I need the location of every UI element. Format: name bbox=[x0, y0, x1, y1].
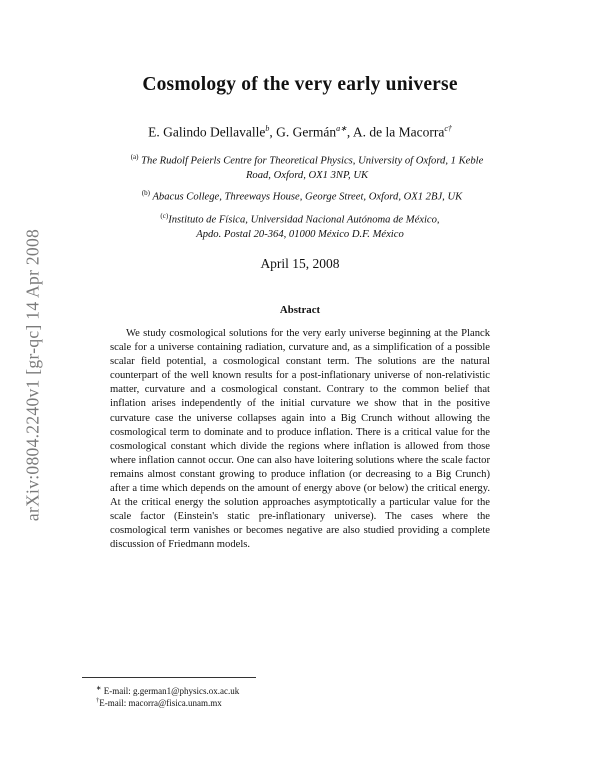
author-mark: a∗ bbox=[336, 124, 347, 133]
affiliation-line: Instituto de Física, Universidad Nacional Autónoma de México, bbox=[168, 214, 440, 226]
paper-title: Cosmology of the very early universe bbox=[142, 74, 458, 95]
affiliation-mark: (b) bbox=[141, 189, 150, 197]
author-name: E. Galindo Dellavalle bbox=[148, 124, 266, 140]
affiliation-c bbox=[120, 209, 480, 242]
affiliation-line: Road, Oxford, OX1 3NP, UK bbox=[245, 169, 369, 181]
footnote-mark: ∗ bbox=[96, 685, 102, 692]
affiliation-mark: (a) bbox=[130, 153, 139, 161]
arxiv-stamp bbox=[8, 195, 58, 555]
affiliation-b bbox=[92, 186, 512, 205]
footnote-2 bbox=[96, 695, 222, 709]
abstract-heading: Abstract bbox=[279, 304, 321, 316]
author-list: E. Galindo Dellavalle$^b$, G. Germán$^{a∗}$, A. de la Macorra$^{c\dagger}$ bbox=[148, 124, 452, 140]
abstract-body: We study cosmological solutions for the very early universe beginning at the Planck scale for a universe containing radiation, curvature and, as a simplification of a possible scalar field potential, a cosmological constant term. The solutions are the natural counterpart of the well known results for a post-inflationary universe of non-relativistic matter, curvature and a cosmological constant. Contrary to the common belief that inflation arises independently of the initial curvature we show that in the positive curvature case the universe collapses again into a Big Crunch without allowing the cosmological term to dominate and to produce inflation. There is a critical value for the cosmological constant which divide the regions where inflation is allowed from those where inflation cannot occur. One can also have loitering solutions where the scale factor remains almost constant growing to produce inflation (or decreasing to a Big Crunch) after a time which depends on the amount of energy above (or below) the critical energy. At the critical energy the solution approaches asymptotically a particular value for the scale factor (Einstein's static pre-inflationary universe). The cases where the cosmological term vanishes or becomes negative are also studied providing a complete discussion of Friedmann models. bbox=[110, 328, 490, 551]
footnote-text: E-mail: macorra@fisica.unam.mx bbox=[99, 698, 222, 708]
affiliation-mark: (c) bbox=[160, 212, 169, 220]
arxiv-stamp-text: arXiv:0804.2240v1 [gr-qc] 14 Apr 2008 bbox=[22, 228, 43, 522]
affiliation-a bbox=[92, 150, 522, 183]
author-name: G. Germán bbox=[276, 124, 337, 140]
footnote-rule bbox=[82, 677, 256, 678]
footnote-mark: † bbox=[96, 697, 100, 704]
author-name: A. de la Macorra bbox=[352, 124, 445, 140]
author-mark: b bbox=[265, 124, 270, 133]
affiliation-line: Apdo. Postal 20-364, 01000 México D.F. México bbox=[196, 228, 404, 240]
footnote-text: E-mail: g.german1@physics.ox.ac.uk bbox=[103, 686, 240, 696]
paper-date: April 15, 2008 bbox=[260, 256, 340, 271]
author-mark: c† bbox=[444, 124, 452, 133]
affiliation-line: Abacus College, Threeways House, George Street, Oxford, OX1 2BJ, UK bbox=[152, 191, 463, 203]
affiliation-line: The Rudolf Peierls Centre for Theoretical Physics, University of Oxford, 1 Keble bbox=[141, 155, 484, 167]
